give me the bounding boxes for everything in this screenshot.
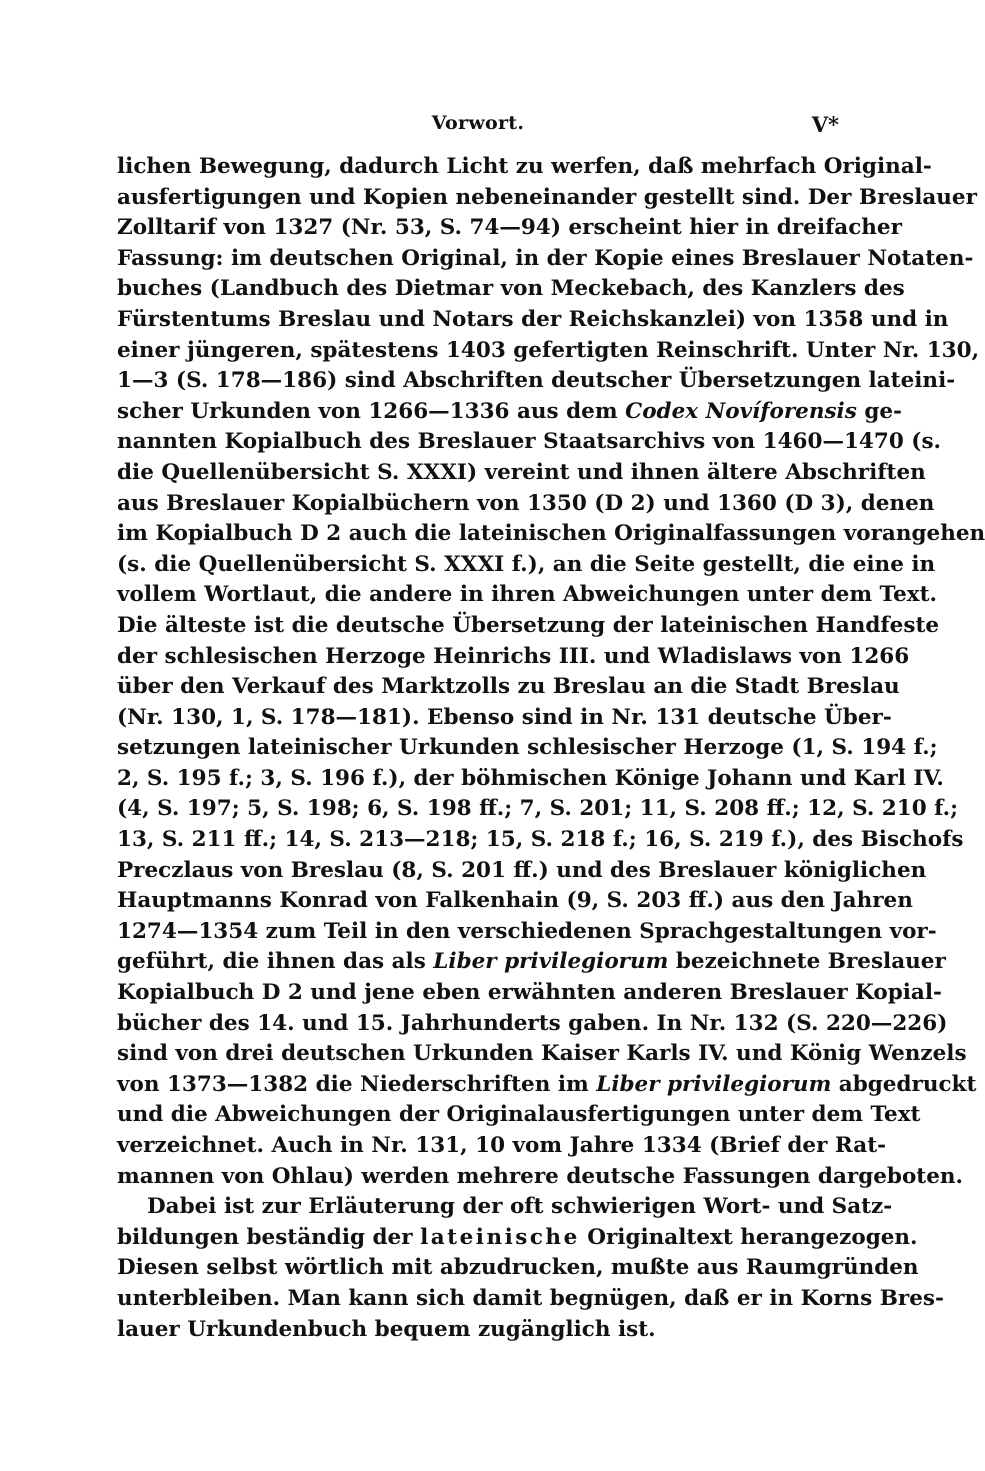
text-segment: verzeichnet. Auch in Nr. 131, 10 vom Jahre 1334 (Brief der Rat- [117, 1133, 887, 1158]
text-line [117, 427, 942, 458]
text-line [117, 183, 977, 214]
body-text [117, 152, 985, 1345]
text-line [117, 825, 964, 856]
text-line [117, 213, 902, 244]
text-line [117, 1070, 977, 1101]
text-line [117, 244, 974, 275]
text-segment: im Kopialbuch D 2 auch die lateinischen Originalfassungen vorangehen [117, 521, 985, 547]
text-segment: lichen Bewegung, dadurch Licht zu werfen, daß mehrfach Original- [117, 154, 932, 179]
text-line [117, 1315, 839, 1346]
text-segment: Diesen selbst wörtlich mit abzudrucken, mußte aus Raumgründen [117, 1255, 919, 1281]
text-segment: (s. die Quellenübersicht S. XXXI f.), an die Seite gestellt, die eine in [117, 551, 936, 577]
text-segment: bücher des 14. und 15. Jahrhunderts gaben. In Nr. 132 (S. 220—226) [117, 1010, 948, 1036]
text-line [117, 642, 910, 673]
text-line [117, 733, 938, 764]
text-line [117, 1253, 919, 1284]
running-title: Vorwort. [431, 112, 525, 134]
text-segment: aus Breslauer Kopialbüchern von 1350 (D 2) und 1360 (D 3), denen [117, 490, 935, 516]
paragraph [117, 152, 985, 1192]
text-line [117, 519, 985, 550]
text-line [117, 794, 959, 825]
text-segment: 1274—1354 zum Teil in den verschiedenen Sprachgestaltungen vor- [117, 918, 937, 944]
text-segment: unterbleiben. Man kann sich damit begnügen, daß er in Korns Bres- [117, 1285, 944, 1311]
text-segment: (Nr. 130, 1, S. 178—181). Ebenso sind in Nr. 131 deutsche Über- [117, 704, 892, 730]
text-segment: setzungen lateinischer Urkunden schlesischer Herzoge (1, S. 194 f.; [117, 735, 938, 761]
text-segment: Die älteste ist die deutsche Übersetzung der lateinischen Handfeste [117, 612, 940, 638]
text-segment: mannen von Ohlau) werden mehrere deutsche Fassungen dargeboten. [117, 1163, 964, 1189]
text-segment: buches (Landbuch des Dietmar von Meckebach, des Kanzlers des [117, 276, 905, 302]
text-line [117, 611, 940, 642]
text-segment: Zolltarif von 1327 (Nr. 53, S. 74—94) erscheint hier in dreifacher [117, 215, 902, 241]
text-line [117, 458, 926, 489]
text-segment: über den Verkauf des Marktzolls zu Breslau an die Stadt Breslau [117, 674, 900, 700]
text-segment: Hauptmanns Konrad von Falkenhain (9, S. 203 ff.) aus den Jahren [117, 888, 913, 914]
text-segment: von 1373—1382 die Niederschriften im [117, 1071, 597, 1097]
text-segment: 1—3 (S. 178—186) sind Abschriften deutscher Übersetzungen lateini- [117, 368, 956, 394]
text-segment: 2, S. 195 f.; 3, S. 196 f.), der böhmischen Könige Johann und Karl IV. [117, 765, 944, 791]
text-segment: Originaltext herangezogen. [579, 1224, 918, 1250]
text-line [117, 1009, 948, 1040]
text-segment: sind von drei deutschen Urkunden Kaiser Karls IV. und König Wenzels [117, 1041, 967, 1067]
text-line [117, 336, 980, 367]
text-segment: Preczlaus von Breslau (8, S. 201 ff.) und des Breslauer königlichen [117, 857, 927, 883]
page-header [117, 112, 839, 146]
text-line [117, 152, 932, 183]
text-segment: bildungen beständig der [117, 1224, 421, 1250]
text-segment: und die Abweichungen der Originalausfertigungen unter dem Text [117, 1102, 921, 1128]
spaced-emphasis: lateinische [420, 1224, 580, 1250]
text-segment: der schlesischen Herzoge Heinrichs III. und Wladislaws von 1266 [117, 643, 910, 669]
text-line [117, 764, 944, 795]
text-segment: abgedruckt [831, 1071, 977, 1097]
text-line [117, 672, 900, 703]
text-line [117, 580, 938, 611]
text-segment: die Quellenübersicht S. XXXI) vereint und ihnen ältere Abschriften [117, 459, 926, 485]
text-line [117, 917, 937, 948]
page-number: V* [811, 112, 839, 137]
text-segment: lauer Urkundenbuch bequem zugänglich ist. [117, 1316, 656, 1342]
text-segment: 13, S. 211 ff.; 14, S. 213—218; 15, S. 218 f.; 16, S. 219 f.), des Bischofs [117, 827, 964, 853]
text-line [117, 978, 942, 1009]
text-segment: Fürstentums Breslau und Notars der Reichskanzlei) von 1358 und in [117, 306, 949, 332]
text-line [117, 1100, 921, 1131]
text-segment: (4, S. 197; 5, S. 198; 6, S. 198 ff.; 7, S. 201; 11, S. 208 ff.; 12, S. 210 f.; [117, 796, 959, 822]
text-line [117, 305, 949, 336]
text-line [117, 856, 927, 887]
text-line [117, 274, 905, 305]
text-segment: nannten Kopialbuch des Breslauer Staatsarchivs von 1460—1470 (s. [117, 429, 942, 455]
text-line [117, 1284, 944, 1315]
text-segment: scher Urkunden von 1266—1336 aus dem [117, 398, 626, 424]
text-line [117, 1223, 918, 1254]
text-segment: ausfertigungen und Kopien nebeneinander gestellt sind. Der Breslauer [117, 184, 977, 210]
text-line [117, 703, 892, 734]
text-segment: Kopialbuch D 2 und jene eben erwähnten anderen Breslauer Kopial- [117, 980, 942, 1006]
italic-title: Liber privilegiorum [596, 1071, 832, 1097]
text-line [117, 550, 936, 581]
text-line [117, 1039, 967, 1070]
text-segment: bezeichnete Breslauer [668, 949, 946, 975]
text-line [117, 366, 956, 397]
paragraph [117, 1192, 944, 1345]
text-line [117, 397, 902, 428]
italic-title: Codex Novíforensis [625, 398, 857, 424]
text-line [117, 1131, 887, 1162]
text-segment: ge- [856, 398, 902, 424]
text-segment: geführt, die ihnen das als [117, 949, 434, 975]
text-segment: Dabei ist zur Erläuterung der oft schwierigen Wort- und Satz- [147, 1194, 893, 1220]
text-line [117, 886, 913, 917]
text-segment: Fassung: im deutschen Original, in der Kopie eines Breslauer Notaten- [117, 245, 974, 271]
text-line [117, 1162, 964, 1193]
text-line [117, 1192, 893, 1223]
text-segment: einer jüngeren, spätestens 1403 gefertigten Reinschrift. Unter Nr. 130, [117, 337, 980, 363]
text-segment: vollem Wortlaut, die andere in ihren Abweichungen unter dem Text. [117, 582, 938, 608]
text-line [117, 947, 946, 978]
document-page [117, 112, 985, 1345]
italic-title: Liber privilegiorum [433, 949, 669, 975]
text-line [117, 489, 935, 520]
